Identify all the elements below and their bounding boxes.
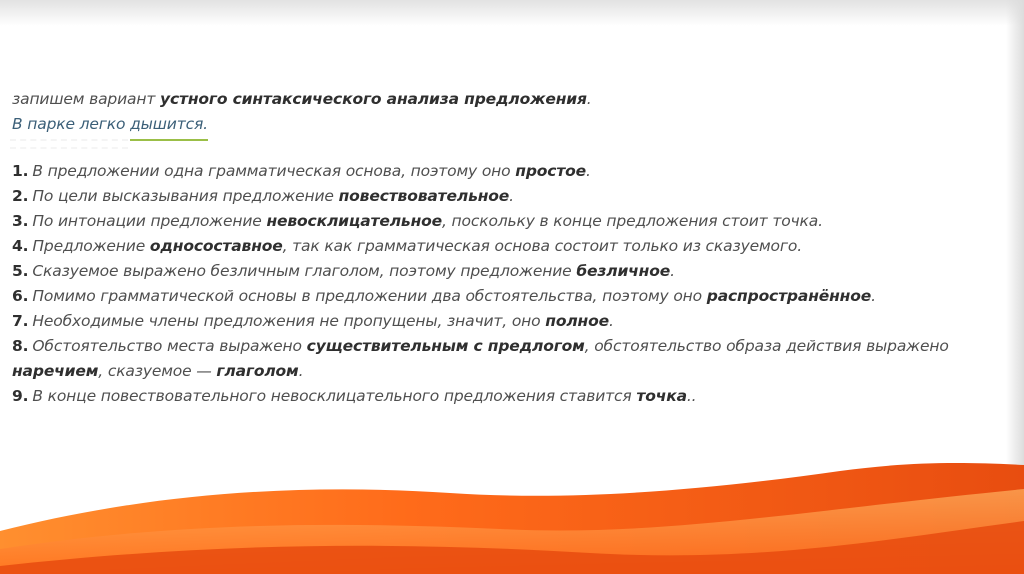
item-5-ending: . <box>670 262 675 280</box>
item-1-text: В предложении одна грамматическая основа, поэтому оно <box>32 162 516 180</box>
item-3-answer: невосклицательное <box>266 212 442 230</box>
item-2-number: 2. <box>12 187 29 205</box>
intro-line <box>12 87 1018 112</box>
item-8-predicate-label: , сказуемое — <box>98 362 217 380</box>
item-7-number: 7. <box>12 312 29 330</box>
analysis-item-3 <box>12 209 1018 234</box>
example-sentence-text: В парке легко дышится. <box>12 115 208 133</box>
analysis-item-4 <box>12 234 1018 259</box>
item-6-ending: . <box>871 287 876 305</box>
predicate-underline <box>130 139 208 141</box>
item-5-answer: безличное <box>576 262 671 280</box>
item-4-text: Предложение <box>32 237 150 255</box>
item-7-answer: полное <box>545 312 609 330</box>
item-3-number: 3. <box>12 212 29 230</box>
item-1-number: 1. <box>12 162 29 180</box>
item-8-number: 8. <box>12 337 29 355</box>
item-3-ending: , поскольку в конце предложения стоит точка. <box>442 212 823 230</box>
intro-text: запишем вариант <box>12 90 161 108</box>
item-4-answer: односоставное <box>149 237 283 255</box>
example-sentence <box>12 112 208 137</box>
analysis-item-8-line-2 <box>12 359 1018 384</box>
item-9-text: В конце повествовательного невосклицательного предложения ставится <box>32 387 637 405</box>
item-2-text: По цели высказывания предложение <box>32 187 339 205</box>
example-sentence-line <box>12 112 1018 137</box>
item-8-text: Обстоятельство места выражено <box>32 337 307 355</box>
analysis-text <box>12 87 1018 409</box>
item-9-ending: .. <box>686 387 697 405</box>
orange-wave-decoration <box>0 463 1024 574</box>
analysis-item-7 <box>12 309 1018 334</box>
analysis-item-6 <box>12 284 1018 309</box>
item-9-number: 9. <box>12 387 29 405</box>
intro-ending: . <box>586 90 592 108</box>
item-8-adverb: наречием <box>12 362 99 380</box>
item-6-text: Помимо грамматической основы в предложении два обстоятельства, поэтому оно <box>32 287 707 305</box>
item-7-ending: . <box>608 312 614 330</box>
item-4-ending: , так как грамматическая основа состоит только из сказуемого. <box>282 237 802 255</box>
top-shadow <box>0 0 1024 26</box>
item-4-number: 4. <box>12 237 29 255</box>
item-8-verb: глаголом <box>216 362 299 380</box>
faded-dash-artifact <box>10 139 128 149</box>
intro-emphasis: устного синтаксического анализа предложения <box>160 90 587 108</box>
item-3-text: По интонации предложение <box>32 212 267 230</box>
item-6-number: 6. <box>12 287 29 305</box>
analysis-item-9 <box>12 384 1018 409</box>
item-1-answer: простое <box>515 162 587 180</box>
item-7-text: Необходимые члены предложения не пропущены, значит, оно <box>32 312 546 330</box>
item-9-answer: точка <box>636 387 687 405</box>
item-8-ending: . <box>298 362 304 380</box>
item-8-continuation: , обстоятельство образа действия выражено <box>584 337 949 355</box>
analysis-item-8-line-1 <box>12 334 1018 359</box>
analysis-item-2 <box>12 184 1018 209</box>
item-8-answer: существительным с предлогом <box>306 337 585 355</box>
item-1-ending: . <box>586 162 591 180</box>
item-5-number: 5. <box>12 262 29 280</box>
item-5-text: Сказуемое выражено безличным глаголом, поэтому предложение <box>32 262 577 280</box>
item-6-answer: распространённое <box>706 287 872 305</box>
item-2-answer: повествовательное <box>338 187 510 205</box>
analysis-item-5 <box>12 259 1018 284</box>
analysis-item-1 <box>12 159 1018 184</box>
item-2-ending: . <box>509 187 514 205</box>
